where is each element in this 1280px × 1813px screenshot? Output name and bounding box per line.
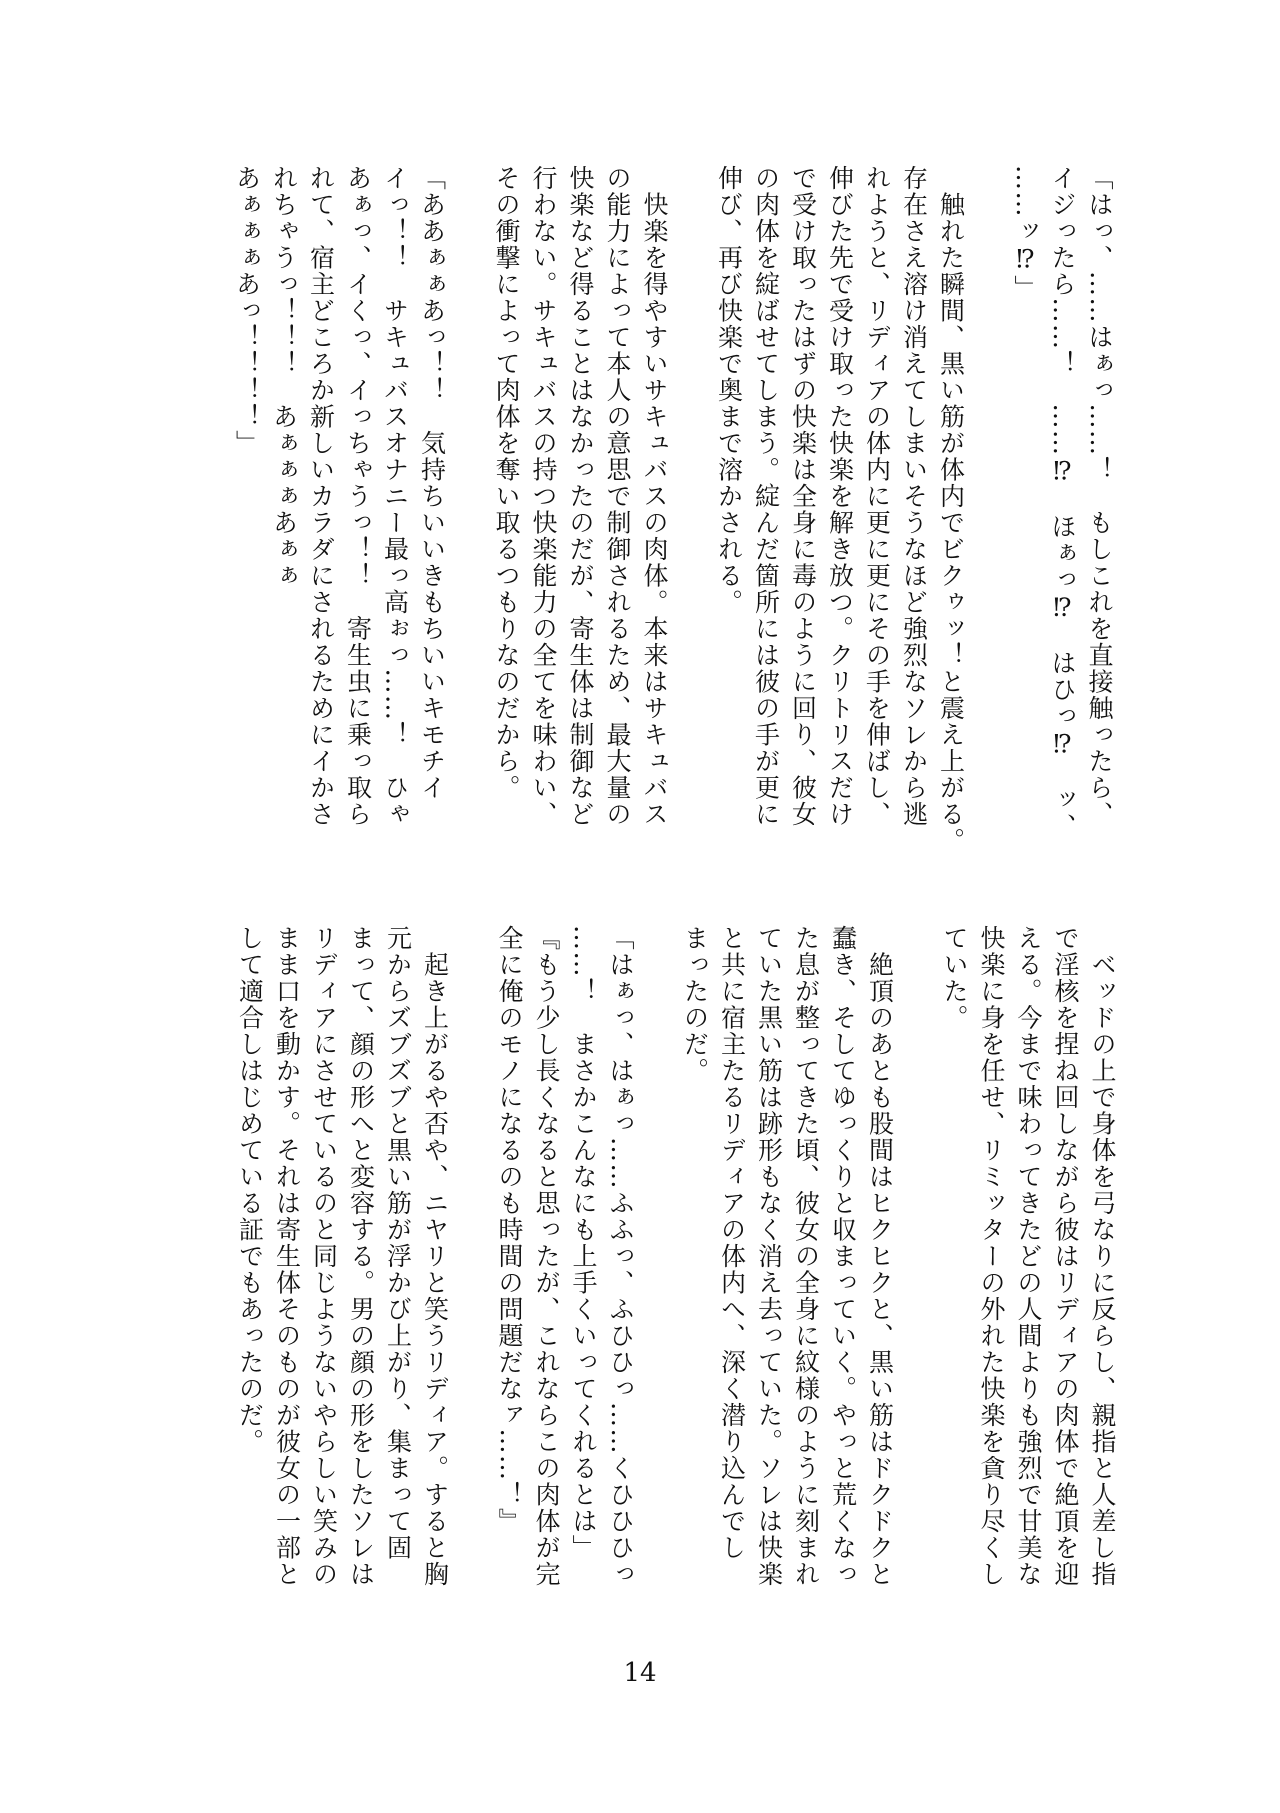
paragraph: ベッドの上で身体を弓なりに反らし、親指と人差し指 で淫核を捏ね回しながら彼はリディアの肉体で絶頂を迎 える。今まで味わってきたどの人間よりも強烈で甘美な 快楽に身を任せ、リミッターの外れた快楽を貪り尽くし ていた。 [940,925,1117,1588]
paragraph: 起き上がるや否や、ニヤリと笑うリディア。すると胸 元からズブズブと黒い筋が浮かび上がり、集まって固 まって、顔の形へと変容する。男の顔の形をしたソレは リディアにさせているのと同じようないやらしい笑みの まま口を動かす。それは寄生体そのものが彼女の一部と して適合しはじめている証でもあったのだ。 [235,925,450,1588]
paragraph: 触れた瞬間、黒い筋が体内でビクゥッ！と震え上がる。 存在さえ溶け消えてしまいそうなほど強烈なソレから逃 れようと、リディアの体内に更に更にその手を伸ばし、 伸びた先で受け取った快楽を解き放つ。クリトリスだけ で受け取ったはずの快楽は全身に毒のように回り、彼女 の肉体を綻ばせてしまう。綻んだ箇所には彼の手が更に 伸び、再び快楽で奥まで溶かされる。 [714,165,966,854]
paragraph: 絶頂のあとも股間はヒクヒクと、黒い筋はドクドクと 蠢き、そしてゆっくりと収まっていく。やっと荒くなっ た息が整ってきた頃、彼女の全身に紋様のように刻まれ ていた黒い筋は跡形もなく消え去っていた。ソレは快楽 と共に宿主たるリディアの体内へ、深く潜り込んでし まったのだ。 [680,925,895,1588]
paragraph: 「ああぁぁあっ！！ 気持ちいいきもちいいキモチイ イっ！！ サキュバスオナニー最っ高ぉっ……！ ひゃ あぁっ、イくっ、イっちゃうっ！！ 寄生虫に乗っ取ら れて、宿主どころか新しいカラダにされるためにイかさ れちゃうっ！！！ あぁぁぁあぁぁ あぁぁぁあっ！！！！」 [232,165,447,828]
paragraph: 「はっ、……はぁっ……！ もしこれを直接触ったら、 イジったら……！ ……⁉ ほぁっ⁉ はひっ⁉ ッ、 ……ッ⁉」 [1011,165,1114,840]
paragraph: 快楽を得やすいサキュバスの肉体。本来はサキュバス の能力によって本人の意思で制御されるため、最大量の 快楽など得ることはなかったのだが、寄生体は制御など 行わない。サキュバスの持つ快楽能力の全てを味わい、 その衝撃によって肉体を奪い取るつもりなのだから。 [492,165,669,828]
paragraph: 「はぁっ、はぁっ……ふふっ、ふひひっ……くひひひっ ……！ まさかこんなにも上手くいってくれるとは」 『もう少し長くなると思ったが、これならこの肉体が完 全に俺のモノになるのも時間の問題だなァ……！』 [495,925,635,1588]
lower-text-block [206,925,1121,1625]
page-number: 14 [623,1658,657,1688]
upper-text-block [218,165,1118,860]
